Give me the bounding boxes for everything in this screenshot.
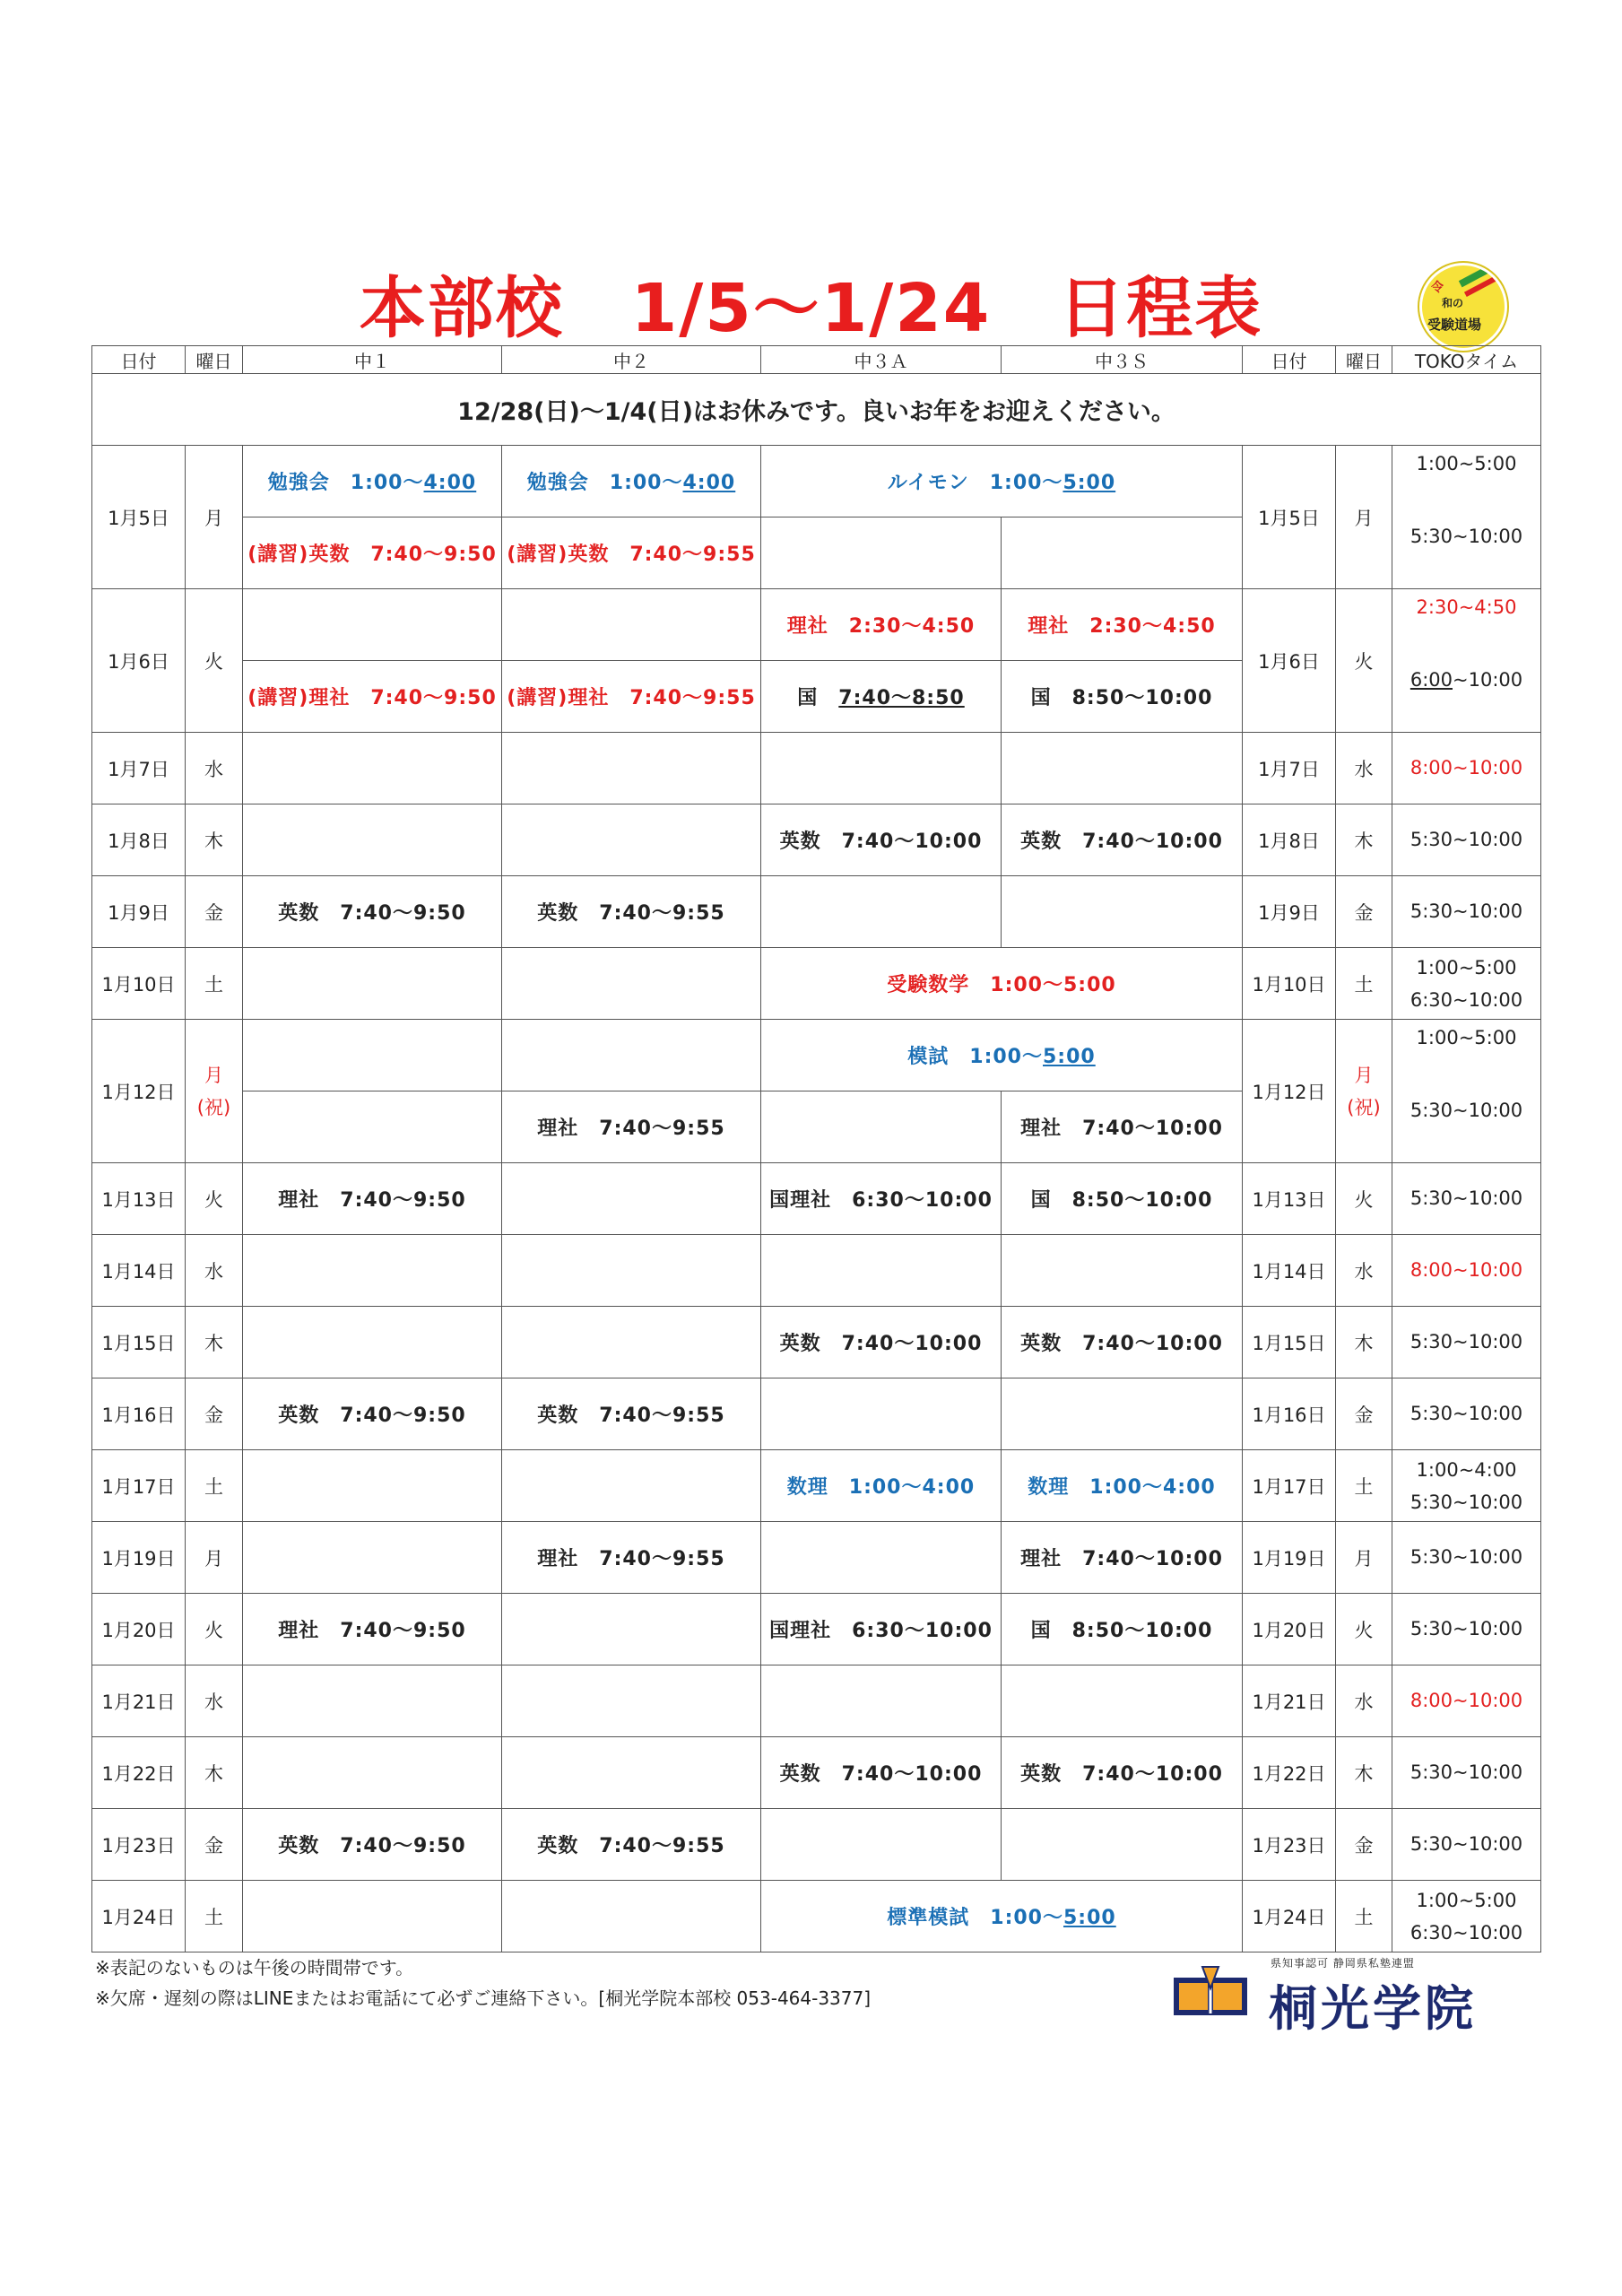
toko-cell: 8:00~10:00 bbox=[1392, 733, 1541, 804]
footer-note-1: ※表記のないものは午後の時間帯です。 bbox=[95, 1957, 414, 1979]
table-row: 1月13日 火 理社 7:40～9:50 国理社 6:30～10:00 国 8:50～10:00 1月13日 火 5:30~10:00 bbox=[92, 1163, 1541, 1235]
col-c3s: 中３Ｓ bbox=[1002, 346, 1243, 374]
footer-note-2: ※欠席・遅刻の際はLINEまたはお電話にて必ずご連絡下さい。[桐光学院本部校 053-464-3377] bbox=[95, 1987, 872, 2009]
table-row bbox=[92, 446, 1541, 517]
toko-cell: 2:30~4:50 6:00~10:00 bbox=[1392, 589, 1541, 733]
dow-cell: 月 bbox=[186, 446, 243, 589]
date-cell: 1月5日 bbox=[1243, 446, 1336, 589]
col-c3a: 中３Ａ bbox=[761, 346, 1002, 374]
event-cell: (講習)理社 7:40～9:55 bbox=[502, 661, 761, 733]
table-row: 1月17日 土 数理 1:00～4:00 数理 1:00～4:00 1月17日 土 1:00~4:00 5:30~10:00 bbox=[92, 1450, 1541, 1522]
page-title: 本部校 1/5～1/24 日程表 bbox=[359, 270, 1263, 347]
header-row bbox=[92, 346, 1541, 374]
col-dow2: 曜日 bbox=[1336, 346, 1392, 374]
table-row: 1月24日 土 標準模試 1:00～5:00 1月24日 土 1:00~5:00 6:30~10:00 bbox=[92, 1881, 1541, 1952]
school-logo: 県知事認可 静岡県私塾連盟 桐光学院 bbox=[1170, 1958, 1529, 2030]
toko-cell: 1:00~5:00 5:30~10:00 bbox=[1392, 446, 1541, 589]
event-cell: (講習)理社 7:40～9:50 bbox=[243, 661, 502, 733]
event-cell: 勉強会 1:00～4:00 bbox=[502, 446, 761, 517]
juken-dojo-badge: 令 和の 受験道場 bbox=[1419, 263, 1507, 351]
book-pen-icon bbox=[1170, 1965, 1251, 2019]
table-row: 1月7日 水 1月7日 水 8:00~10:00 bbox=[92, 733, 1541, 804]
dow-cell: 火 bbox=[1336, 589, 1392, 733]
event-cell: 国 7:40～8:50 bbox=[761, 661, 1002, 733]
col-toko: TOKOタイム bbox=[1392, 346, 1541, 374]
table-row: 1月16日 金 英数 7:40～9:50 英数 7:40～9:55 1月16日 金 5:30~10:00 bbox=[92, 1378, 1541, 1450]
event-cell: 理社 2:30～4:50 bbox=[1002, 589, 1243, 661]
holiday-notice: 12/28(日)～1/4(日)はお休みです。良いお年をお迎えください。 bbox=[92, 374, 1541, 446]
table-row: 1月20日 火 理社 7:40～9:50 国理社 6:30～10:00 国 8:50～10:00 1月20日 火 5:30~10:00 bbox=[92, 1594, 1541, 1665]
table-row: 1月12日 月 (祝) 模試 1:00～5:00 1月12日 月 (祝) 1:00~5:00 5:30~10:00 bbox=[92, 1020, 1541, 1091]
event-cell: 勉強会 1:00～4:00 bbox=[243, 446, 502, 517]
table-row: 1月23日 金 英数 7:40～9:50 英数 7:40～9:55 1月23日 金 5:30~10:00 bbox=[92, 1809, 1541, 1881]
date-cell: 1月6日 bbox=[1243, 589, 1336, 733]
table-row: 1月8日 木 英数 7:40～10:00 英数 7:40～10:00 1月8日 木 5:30~10:00 bbox=[92, 804, 1541, 876]
event-cell: ルイモン 1:00～5:00 bbox=[761, 446, 1243, 517]
event-cell: (講習)英数 7:40～9:55 bbox=[502, 517, 761, 589]
col-date2: 日付 bbox=[1243, 346, 1336, 374]
table-row: 1月14日 水 1月14日 水 8:00~10:00 bbox=[92, 1235, 1541, 1307]
table-row: 1月21日 水 1月21日 水 8:00~10:00 bbox=[92, 1665, 1541, 1737]
date-cell: 1月6日 bbox=[92, 589, 186, 733]
table-row: 1月10日 土 受験数学 1:00～5:00 1月10日 土 1:00~5:00 6:30~10:00 bbox=[92, 948, 1541, 1020]
event-cell: 理社 2:30～4:50 bbox=[761, 589, 1002, 661]
dow-cell: 火 bbox=[186, 589, 243, 733]
col-c1: 中１ bbox=[243, 346, 502, 374]
schedule-table bbox=[91, 345, 1541, 1952]
table-row: 1月15日 木 英数 7:40～10:00 英数 7:40～10:00 1月15日 木 5:30~10:00 bbox=[92, 1307, 1541, 1378]
table-row: 1月19日 月 理社 7:40～9:55 理社 7:40～10:00 1月19日 月 5:30~10:00 bbox=[92, 1522, 1541, 1594]
table-row: 1月22日 木 英数 7:40～10:00 英数 7:40～10:00 1月22日 木 5:30~10:00 bbox=[92, 1737, 1541, 1809]
event-cell: (講習)英数 7:40～9:50 bbox=[243, 517, 502, 589]
col-date: 日付 bbox=[92, 346, 186, 374]
table-row: 1月9日 金 英数 7:40～9:50 英数 7:40～9:55 1月9日 金 5:30~10:00 bbox=[92, 876, 1541, 948]
date-cell: 1月5日 bbox=[92, 446, 186, 589]
table-row bbox=[92, 589, 1541, 661]
table-row: 理社 7:40～9:55 理社 7:40～10:00 bbox=[92, 1091, 1541, 1163]
event-cell: 国 8:50～10:00 bbox=[1002, 661, 1243, 733]
col-c2: 中２ bbox=[502, 346, 761, 374]
col-dow: 曜日 bbox=[186, 346, 243, 374]
dow-cell: 月 bbox=[1336, 446, 1392, 589]
holiday-notice-row bbox=[92, 374, 1541, 446]
